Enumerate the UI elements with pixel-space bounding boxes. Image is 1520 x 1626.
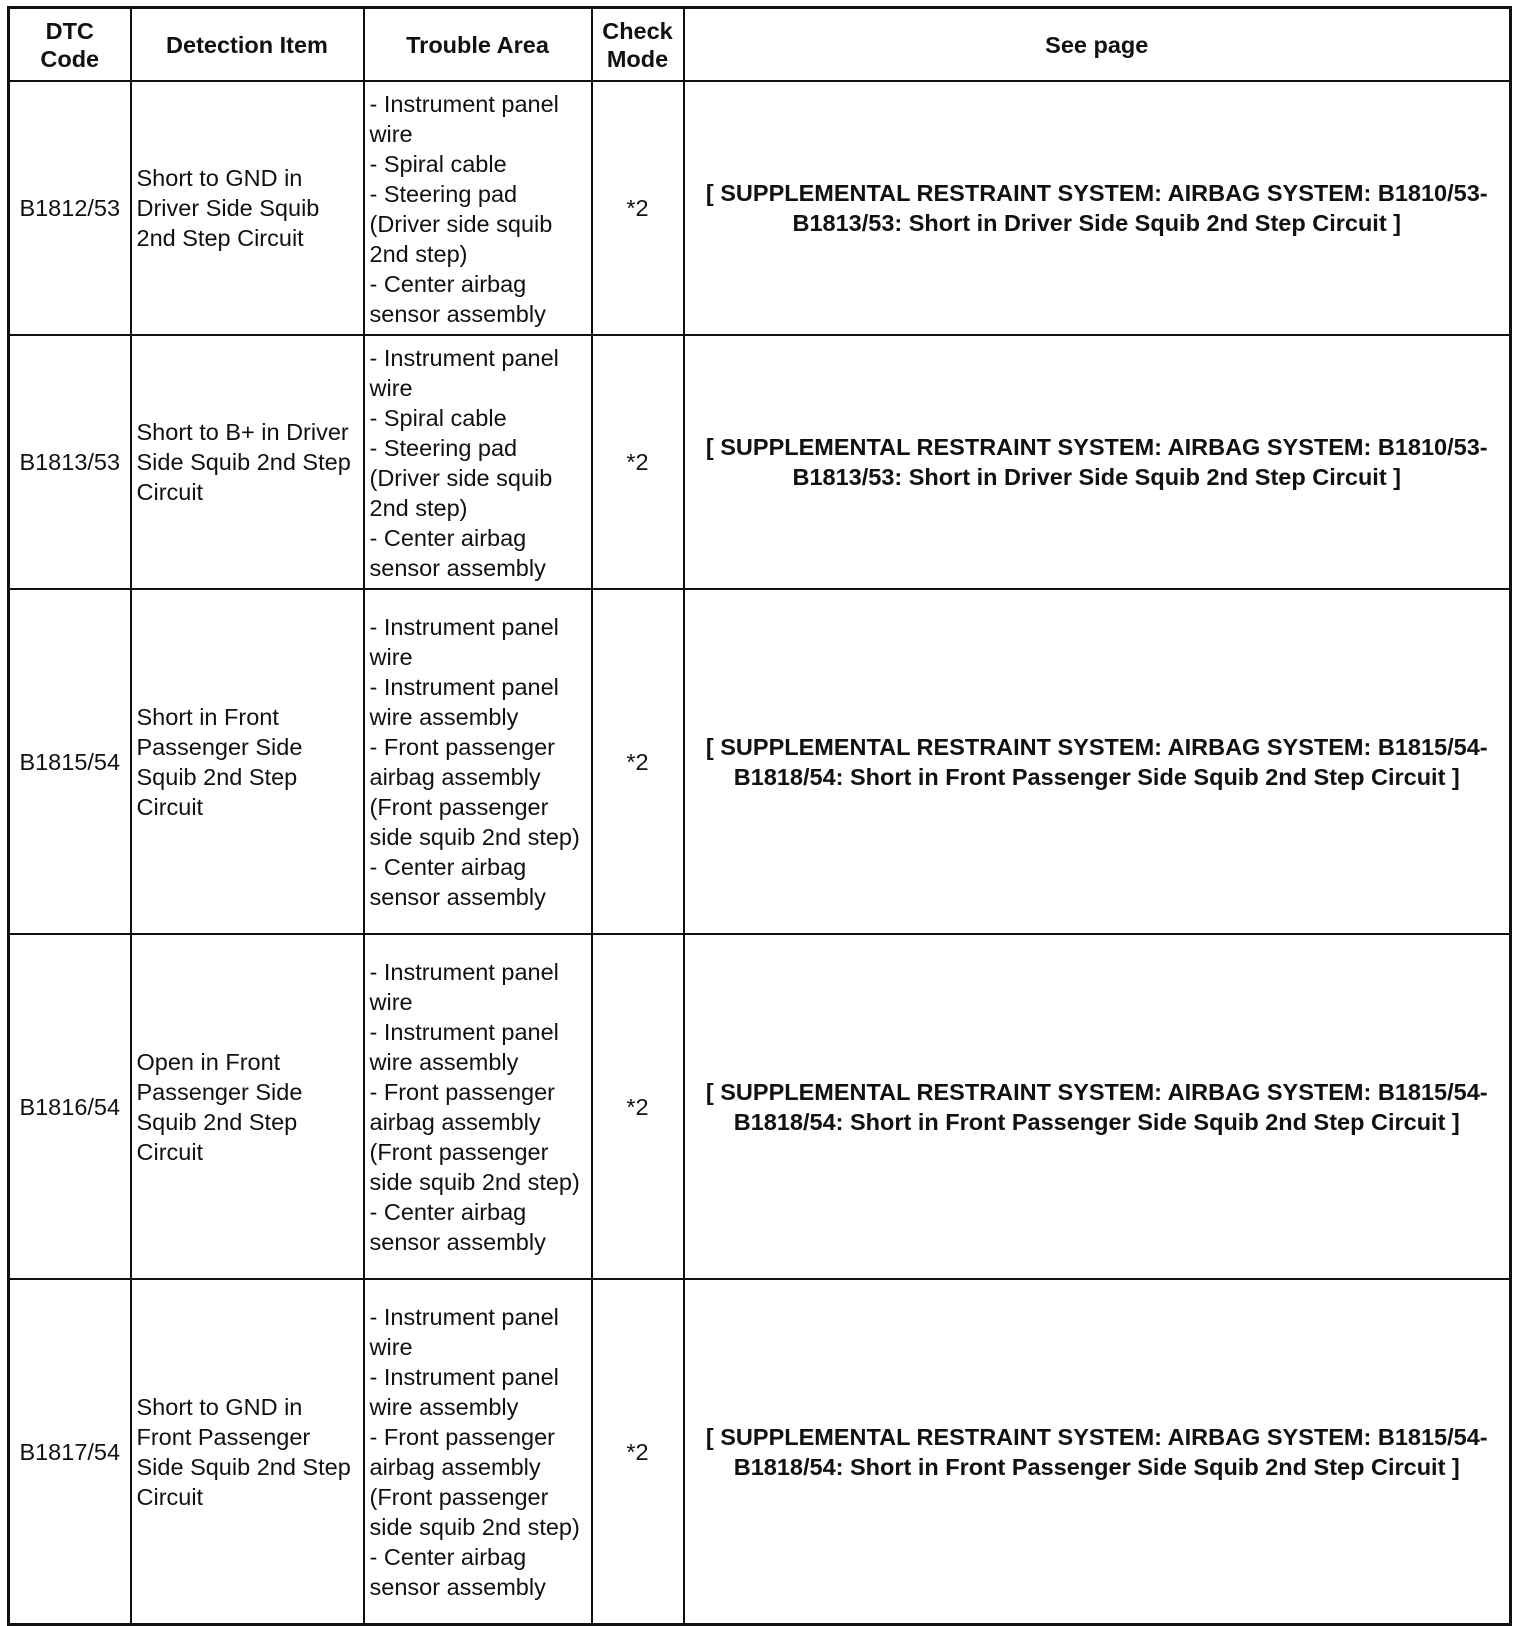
table-row [9, 934, 1511, 1279]
trouble-area-line: - Spiral cable [369, 150, 507, 177]
trouble-area-line: - Center airbag sensor assembly [369, 270, 546, 327]
trouble-area-line: - Center airbag sensor assembly [369, 854, 546, 910]
trouble-area-cell [364, 934, 592, 1279]
see-page-link[interactable]: [ SUPPLEMENTAL RESTRAINT SYSTEM: AIRBAG SYSTEM: B1815/54-B1818/54: Short in Front Passenger Side Squib 2nd Step Circuit ] [684, 1279, 1511, 1625]
trouble-area-line: - Instrument panel wire [369, 344, 559, 401]
check-mode-cell: *2 [592, 335, 684, 589]
table-header-row [9, 8, 1511, 82]
trouble-area-line: - Front passenger airbag assembly (Front passenger side squib 2nd step) [369, 1079, 580, 1195]
trouble-area-line: - Steering pad (Driver side squib 2nd step) [369, 180, 553, 267]
dtc-table [7, 6, 1512, 1626]
dtc-code-cell: B1812/53 [9, 81, 131, 335]
table-row [9, 81, 1511, 335]
check-mode-cell: *2 [592, 934, 684, 1279]
header-check-mode: Check Mode [592, 8, 684, 82]
trouble-area-line: - Instrument panel wire [369, 90, 559, 147]
dtc-code-cell: B1815/54 [9, 589, 131, 934]
trouble-area-line: - Instrument panel wire assembly [369, 1019, 559, 1075]
trouble-area-cell [364, 81, 592, 335]
see-page-link[interactable]: [ SUPPLEMENTAL RESTRAINT SYSTEM: AIRBAG SYSTEM: B1815/54-B1818/54: Short in Front Passenger Side Squib 2nd Step Circuit ] [684, 589, 1511, 934]
detection-item-cell: Open in Front Passenger Side Squib 2nd Step Circuit [131, 934, 364, 1279]
trouble-area-cell [364, 335, 592, 589]
check-mode-cell: *2 [592, 589, 684, 934]
dtc-code-cell: B1816/54 [9, 934, 131, 1279]
see-page-link[interactable]: [ SUPPLEMENTAL RESTRAINT SYSTEM: AIRBAG SYSTEM: B1815/54-B1818/54: Short in Front Passenger Side Squib 2nd Step Circuit ] [684, 934, 1511, 1279]
dtc-code-cell: B1817/54 [9, 1279, 131, 1625]
table-row [9, 1279, 1511, 1625]
see-page-link[interactable]: [ SUPPLEMENTAL RESTRAINT SYSTEM: AIRBAG SYSTEM: B1810/53-B1813/53: Short in Driver Side Squib 2nd Step Circuit ] [684, 335, 1511, 589]
trouble-area-line: - Front passenger airbag assembly (Front passenger side squib 2nd step) [369, 1424, 580, 1540]
header-see-page: See page [684, 8, 1511, 82]
trouble-area-line: - Center airbag sensor assembly [369, 1544, 546, 1600]
header-detection-item: Detection Item [131, 8, 364, 82]
trouble-area-line: - Spiral cable [369, 404, 507, 431]
trouble-area-line: - Front passenger airbag assembly (Front passenger side squib 2nd step) [369, 734, 580, 850]
trouble-area-line: - Center airbag sensor assembly [369, 524, 546, 581]
trouble-area-cell [364, 589, 592, 934]
trouble-area-line: - Steering pad (Driver side squib 2nd step) [369, 434, 553, 521]
detection-item-cell: Short in Front Passenger Side Squib 2nd Step Circuit [131, 589, 364, 934]
trouble-area-line: - Instrument panel wire [369, 1304, 559, 1360]
check-mode-cell: *2 [592, 81, 684, 335]
trouble-area-cell [364, 1279, 592, 1625]
trouble-area-line: - Center airbag sensor assembly [369, 1199, 546, 1255]
trouble-area-line: - Instrument panel wire [369, 959, 559, 1015]
header-dtc-code: DTC Code [9, 8, 131, 82]
detection-item-cell: Short to GND in Driver Side Squib 2nd Step Circuit [131, 81, 364, 335]
see-page-link[interactable]: [ SUPPLEMENTAL RESTRAINT SYSTEM: AIRBAG SYSTEM: B1810/53-B1813/53: Short in Driver Side Squib 2nd Step Circuit ] [684, 81, 1511, 335]
trouble-area-line: - Instrument panel wire assembly [369, 1364, 559, 1420]
trouble-area-line: - Instrument panel wire assembly [369, 674, 559, 730]
trouble-area-line: - Instrument panel wire [369, 614, 559, 670]
detection-item-cell: Short to GND in Front Passenger Side Squib 2nd Step Circuit [131, 1279, 364, 1625]
table-row [9, 335, 1511, 589]
detection-item-cell: Short to B+ in Driver Side Squib 2nd Step Circuit [131, 335, 364, 589]
dtc-code-cell: B1813/53 [9, 335, 131, 589]
header-trouble-area: Trouble Area [364, 8, 592, 82]
check-mode-cell: *2 [592, 1279, 684, 1625]
table-row [9, 589, 1511, 934]
